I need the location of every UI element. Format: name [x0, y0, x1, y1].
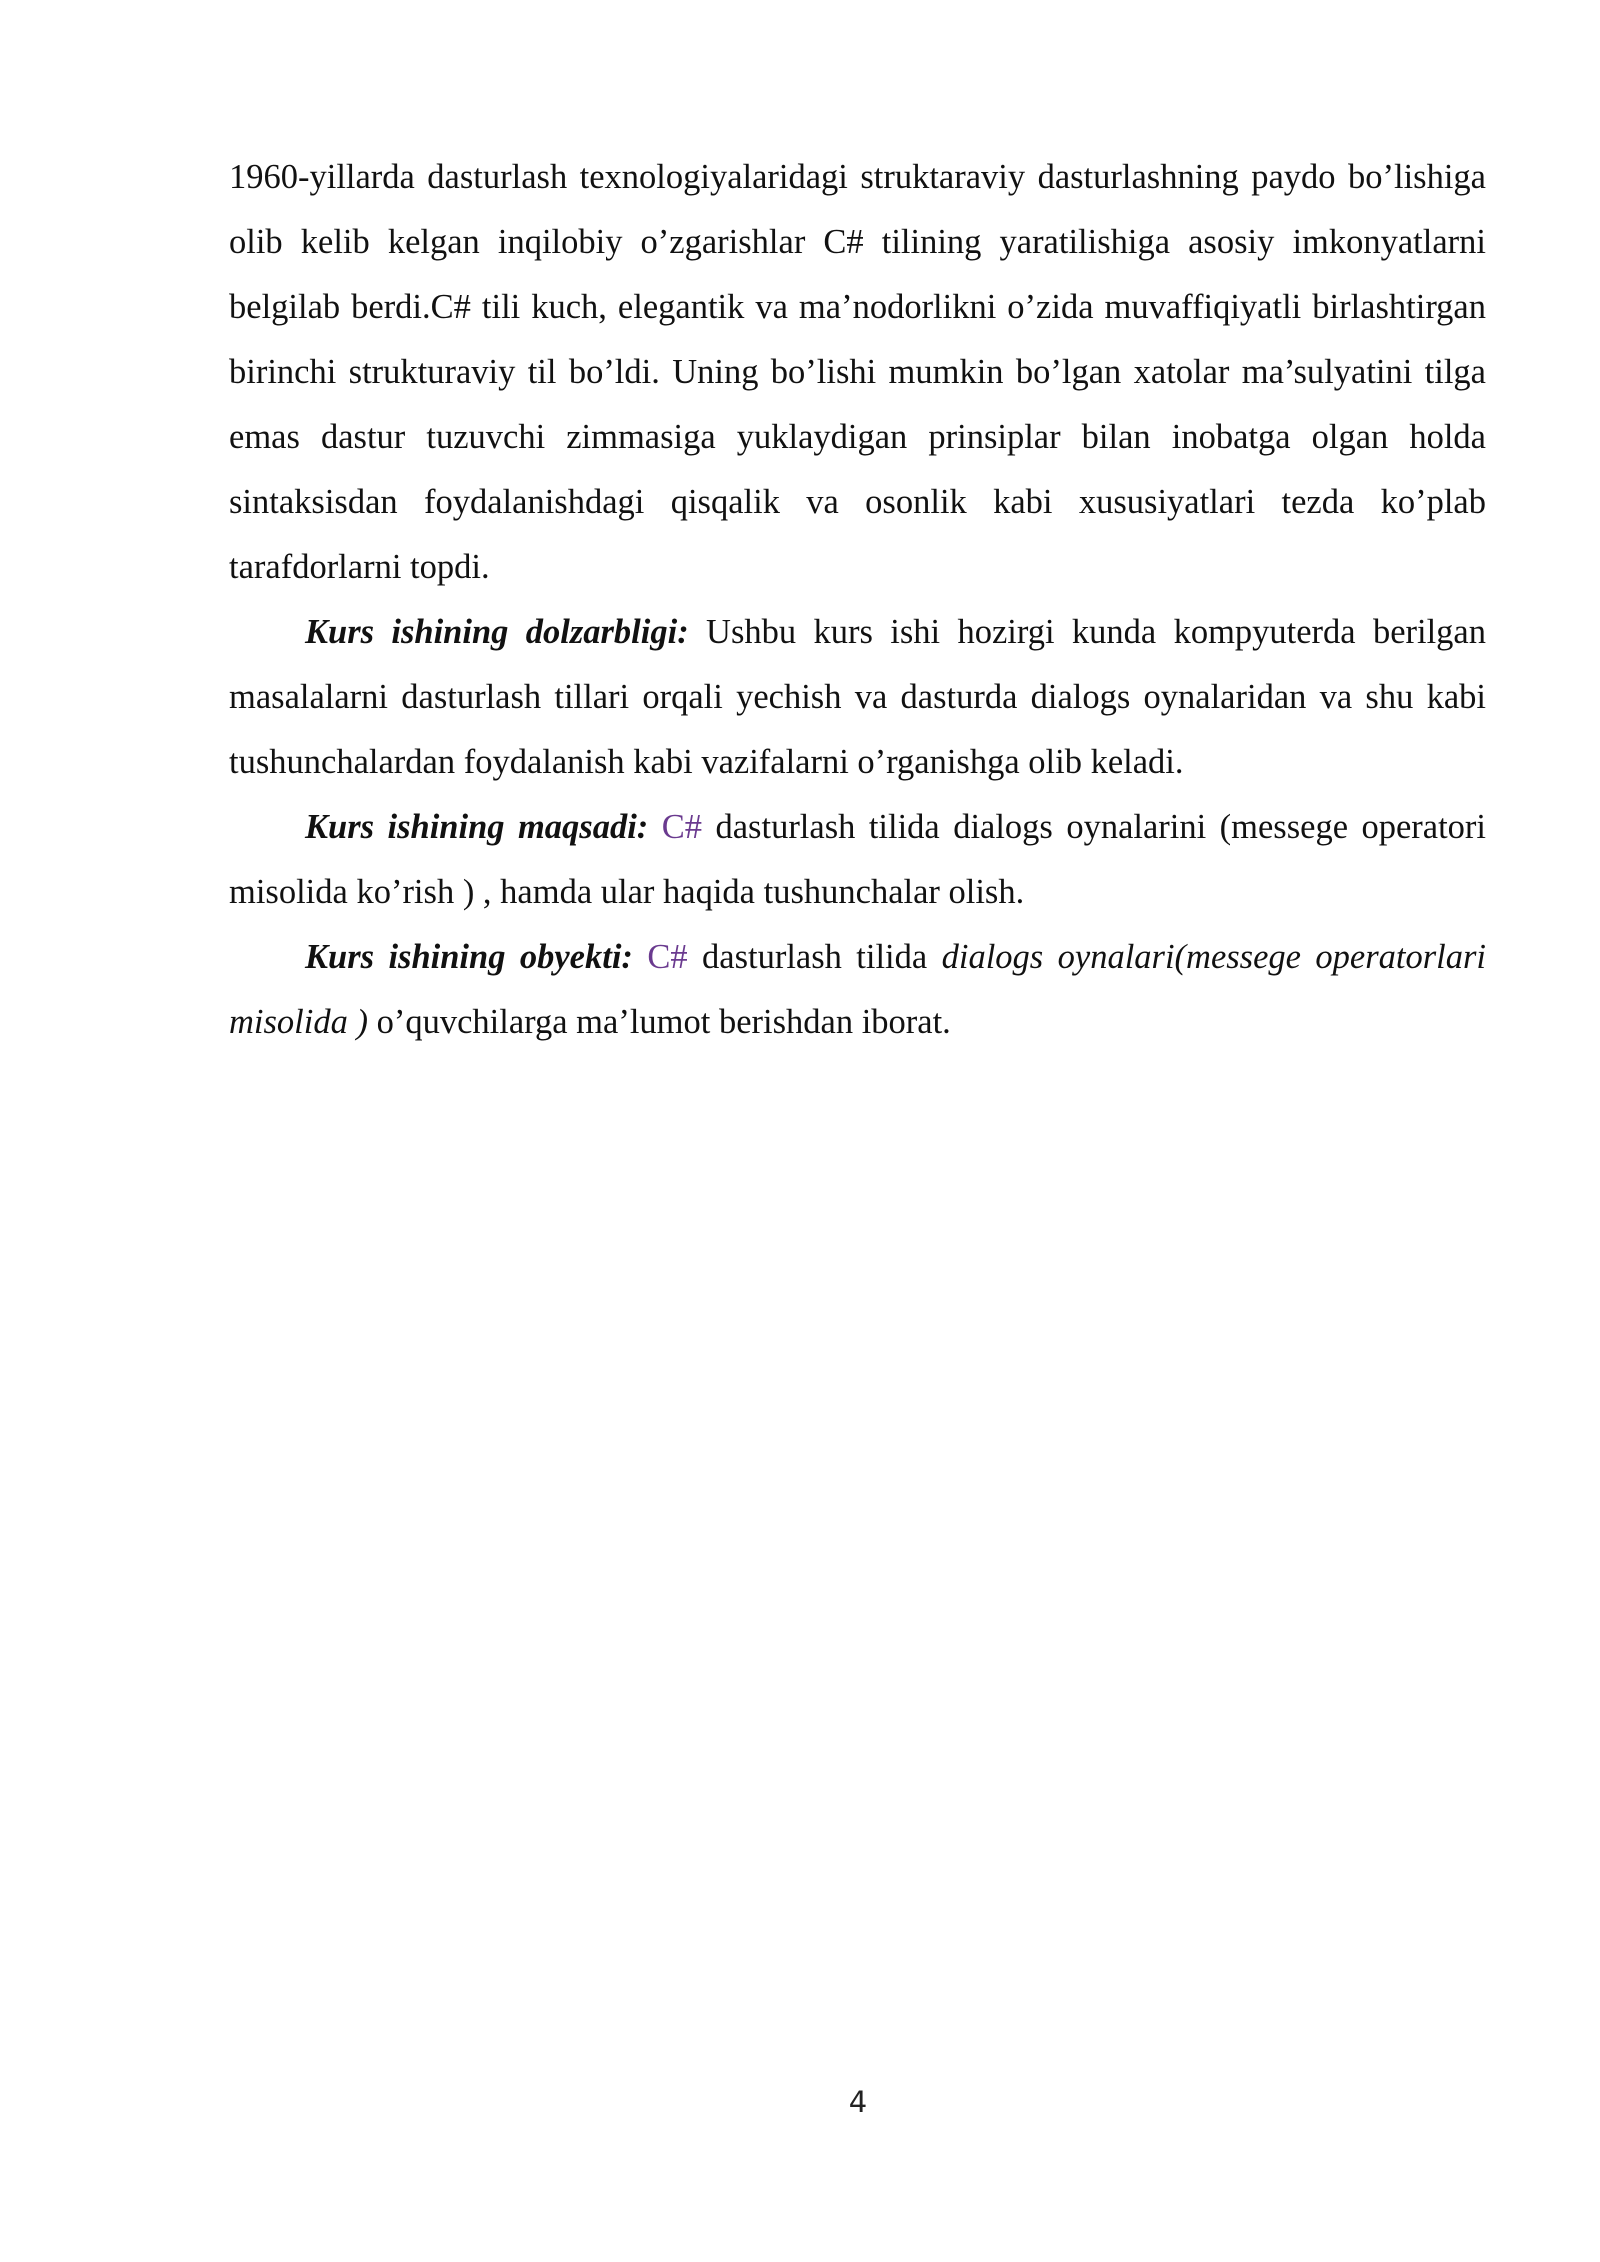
- paragraph-history-text: 1960-yillarda dasturlash texnologiyalaridagi struktaraviy dasturlashning paydo bo’lishiga olib kelib kelgan inqilobiy o’zgarishlar C# tilining yaratilishiga asosiy imkonyatlarni belgilab berdi.C# tili kuch, elegantik va ma’nodorlikni o’zida muvaffiqiyatli birlashtirgan birinchi strukturaviy til bo’ldi. Uning bo’lishi mumkin bo’lgan xatolar ma’sulyatini tilga emas dastur tuzuvchi zimmasiga yuklaydigan prinsiplar bilan inobatga olgan holda sintaksisdan foydalanishdagi qisqalik va osonlik kabi xususiyatlari tezda ko’plab tarafdorlarni topdi.: [229, 158, 1486, 586]
- relevance-heading: Kurs ishining dolzarbligi:: [305, 613, 689, 651]
- goal-csharp-term: C#: [661, 808, 703, 846]
- object-text-after: o’quvchilarga ma’lumot berishdan iborat.: [367, 1003, 951, 1041]
- body-text: [229, 145, 1486, 1055]
- paragraph-object: [229, 925, 1486, 1055]
- goal-heading: Kurs ishining maqsadi:: [305, 808, 649, 846]
- goal-text: dasturlash tilida dialogs oynalarini (messege operatori misolida ko’rish ) , hamda ular haqida tushunchalar olish.: [229, 808, 1486, 911]
- object-italic-phrase: dialogs oynalari(messege operatorlari misolida ): [229, 938, 1486, 1041]
- object-csharp-term: C#: [647, 938, 688, 976]
- paragraph-goal: [229, 795, 1486, 925]
- object-heading: Kurs ishining obyekti:: [305, 938, 633, 976]
- object-text-before: dasturlash tilida: [687, 938, 942, 976]
- paragraph-relevance: [229, 600, 1486, 795]
- page-number: 4: [848, 2085, 868, 2119]
- relevance-text: Ushbu kurs ishi hozirgi kunda kompyuterda berilgan masalalarni dasturlash tillari orqali yechish va dasturda dialogs oynalaridan va shu kabi tushunchalardan foydalanish kabi vazifalarni o’rganishga olib keladi.: [229, 613, 1486, 781]
- paragraph-history: [229, 145, 1486, 600]
